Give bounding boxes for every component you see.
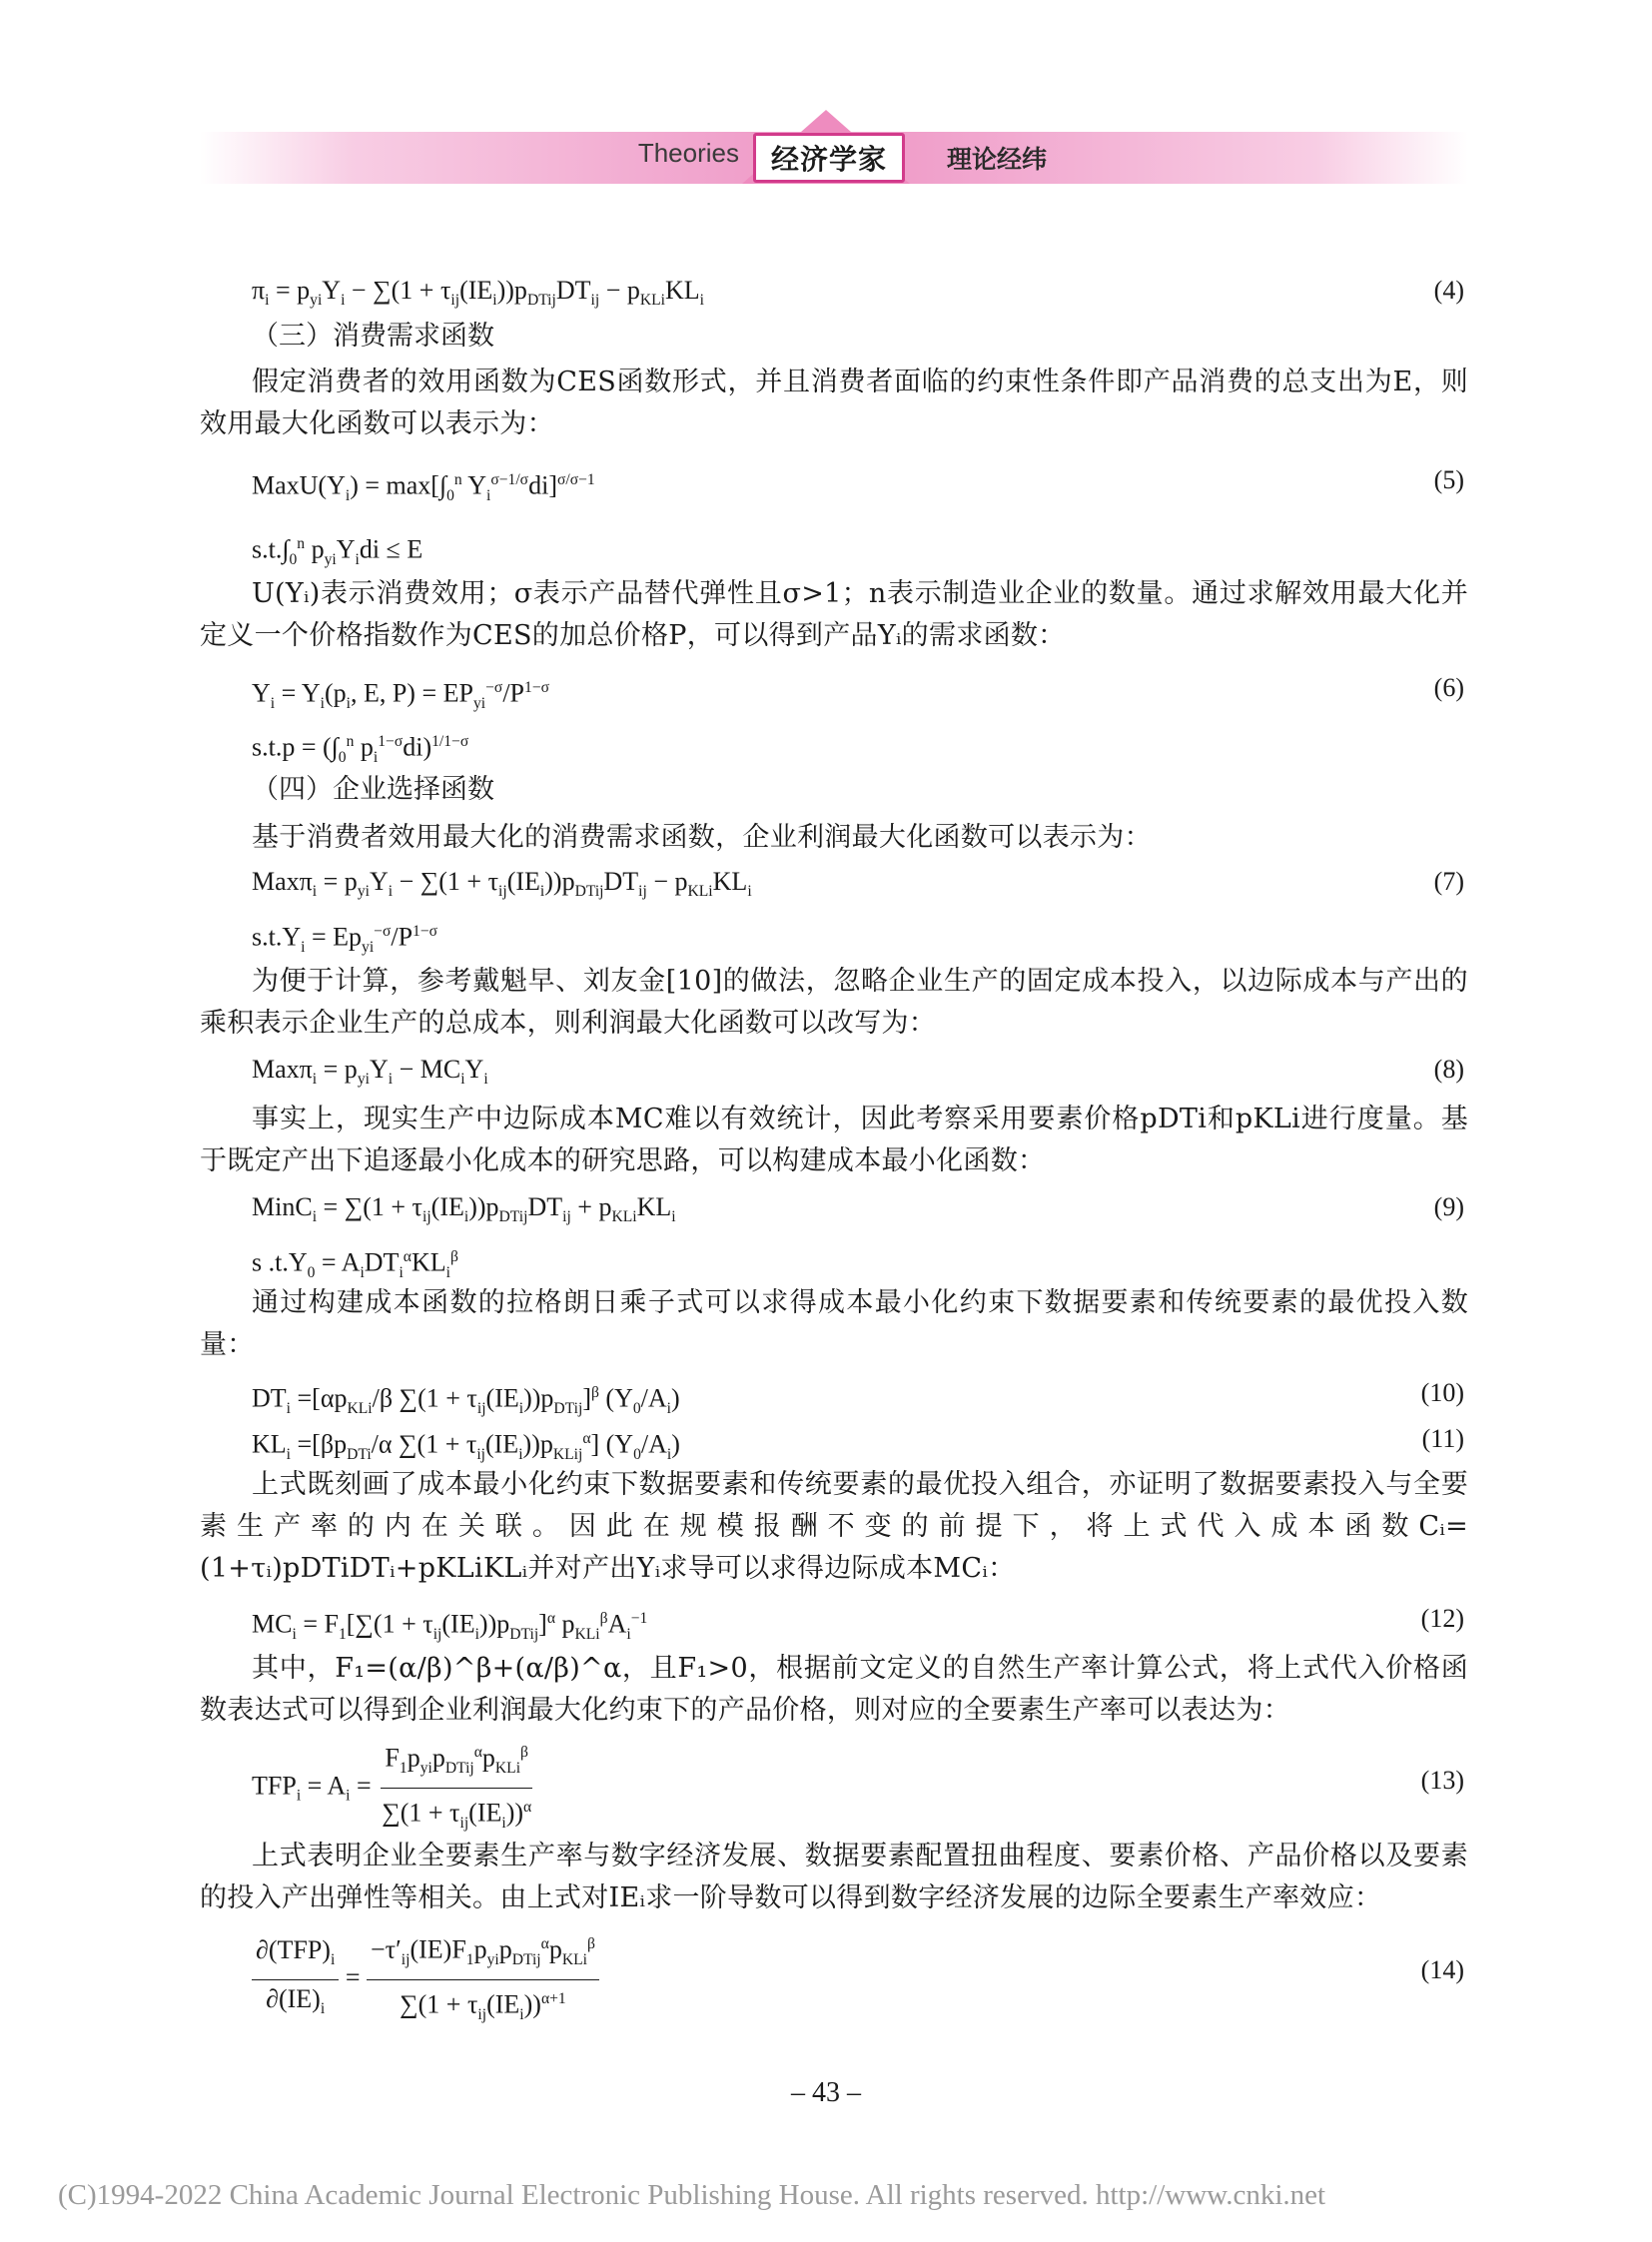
fraction: $\frac{F_1p_{yi}p_{DTij}^\alpha p_{KLi}^\beta}{\sum(1 + \tau_{ij}(IE_i))^\alpha}$ [378, 1736, 535, 1841]
equation-number: (4) [1433, 276, 1464, 305]
header-left-label: Theories [637, 138, 739, 168]
equation-8: $Max\pi_i = p_{yi}Y_i - MC_iY_i$ [252, 1055, 488, 1089]
equation-12: $MC_i = F_1[\sum(1 + \tau_{ij}(IE_i))p_{DTij}]^\alpha$ $p_{KLi}^\beta A_i^{-1}$ [252, 1609, 648, 1643]
equation-number: (11) [1421, 1424, 1464, 1453]
equation-number: (13) [1420, 1766, 1464, 1795]
copyright-footer: (C)1994-2022 China Academic Journal Electronic Publishing House. All rights reserved. http://www.cnki.net [58, 2179, 1326, 2211]
journal-badge [753, 133, 905, 183]
equation-6: $Y_i = Y_i(p_i$, E, $P) = EP_{yi}^{-\sigma}/P^{1-\sigma}$ [252, 678, 550, 712]
equation-10: $DT_i =[\alpha p_{KLi}/\beta$ $\sum(1 + \tau_{ij}(IE_i))p_{DTij}]^\beta$ $(Y_0/A_i)$ [252, 1383, 680, 1417]
equation-11: $KL_i =[\beta p_{DTi}/\alpha$ $\sum(1 + \tau_{ij}(IE_i))p_{KLij}^\alpha$] $(Y_0/A_i)$ [252, 1429, 680, 1463]
equation-number: (14) [1420, 1955, 1464, 1984]
equation-7-constraint: $s.t.Y_i = Ep_{yi}^{-\sigma}/P^{1-\sigma}$ [252, 922, 438, 956]
paragraph: U(Yᵢ)表示消费效用；σ表示产品替代弹性且σ>1；n表示制造业企业的数量。通过求解效用最大化并定义一个价格指数作为CES的加总价格P，可以得到产品Yᵢ的需求函数： [200, 578, 1468, 651]
equation-number: (7) [1433, 867, 1464, 896]
equation-5: $MaxU(Y_i) = \max[\int_0^n$ $Y_i^{\sigma-1/\sigma}di]^{\sigma/\sigma-1}$ [252, 470, 595, 504]
page-number: – 43 – [791, 2077, 861, 2108]
fraction: $\frac{\partial(TFP)_i}{\partial(IE)_i}$ [252, 1933, 339, 2026]
paragraph: 假定消费者的效用函数为CES函数形式，并且消费者面临的约束性条件即产品消费的总支出为E，则效用最大化函数可以表示为： [200, 367, 1468, 439]
equation-4: $\pi_i = p_{yi}Y_i - \sum(1 + \tau_{ij}(IE_i))p_{DTij}DT_{ij} - p_{KLi}KL_i$ [252, 276, 704, 310]
section-heading: （四）企业选择函数 [252, 774, 494, 805]
equation-6-constraint: $s.t.p = (\int_0^n$ $p_i^{1-\sigma}di)^{1/1-\sigma}$ [252, 732, 469, 766]
equation-9-constraint: s $.t.Y_0 = A_iDT_i^\alpha KL_i^\beta$ [252, 1247, 458, 1281]
equation-5-constraint: $s.t.\int_0^n$ $p_{yi}Y_idi \le E$ [252, 534, 423, 568]
equation-13: $TFP_i = A_i$ = $\frac{F_1p_{yi}p_{DTij}^\alpha p_{KLi}^\beta}{\sum(1 + \tau_{ij}(IE_i))^\alpha}$ [252, 1736, 535, 1841]
equation-number: (12) [1420, 1604, 1464, 1633]
equation-number: (8) [1433, 1055, 1464, 1084]
section-heading: （三）消费需求函数 [252, 321, 494, 352]
equation-7: $Max\pi_i = p_{yi}Y_i - \sum(1 + \tau_{ij}(IE_i))p_{DTij}DT_{ij} - p_{KLi}KL_i$ [252, 867, 752, 901]
paragraph: 为便于计算，参考戴魁早、刘友金[10]的做法，忽略企业生产的固定成本投入，以边际成本与产出的乘积表示企业生产的总成本，则利润最大化函数可以改写为： [200, 966, 1468, 1039]
journal-name: 经济学家 [770, 143, 887, 176]
equation-number: (9) [1433, 1192, 1464, 1221]
equation-number: (6) [1433, 673, 1464, 702]
equation-number: (5) [1433, 465, 1464, 494]
fraction: $\frac{-\tau'_{ij}(IE)F_1p_{yi}p_{DTij}^\alpha p_{KLi}^\beta}{\sum(1 + \tau_{ij}(IE_i))^{\alpha+1}}$ [367, 1927, 599, 2032]
paragraph: 其中，F₁=(α/β)^β+(α/β)^α，且F₁>0，根据前文定义的自然生产率计算公式，将上式代入价格函数表达式可以得到企业利润最大化约束下的产品价格，则对应的全要素生产率可以表达为： [200, 1653, 1468, 1726]
paragraph: 事实上，现实生产中边际成本MC难以有效统计，因此考察采用要素价格pDTi和pKLi进行度量。基于既定产出下追逐最小化成本的研究思路，可以构建成本最小化函数： [200, 1104, 1468, 1176]
equation-9: MinC$_i$ = $\sum(1 + \tau_{ij}(IE_i))p_{DTij}DT_{ij} + p_{KLi}KL_i$ [252, 1192, 676, 1226]
equation-number: (10) [1420, 1378, 1464, 1407]
paragraph: 通过构建成本函数的拉格朗日乘子式可以求得成本最小化约束下数据要素和传统要素的最优投入数量： [200, 1287, 1468, 1360]
paragraph: 上式既刻画了成本最小化约束下数据要素和传统要素的最优投入组合，亦证明了数据要素投入与全要素生产率的内在关联。因此在规模报酬不变的前提下，将上式代入成本函数Cᵢ=(1+τᵢ)pDTiDTᵢ+pKLiKLᵢ并对产出Yᵢ求导可以求得边际成本MCᵢ： [200, 1469, 1468, 1584]
equation-14: $\frac{\partial(TFP)_i}{\partial(IE)_i}$ = $\frac{-\tau'_{ij}(IE)F_1p_{yi}p_{DTij}^\alpha p_{KLi}^\beta}{\sum(1 + \tau_{ij}(IE_i))^{\alpha+1}}$ [252, 1927, 599, 2032]
header-right-label: 理论经纬 [947, 145, 1048, 174]
paragraph: 基于消费者效用最大化的消费需求函数，企业利润最大化函数可以表示为： [252, 822, 1152, 853]
paragraph: 上式表明企业全要素生产率与数字经济发展、数据要素配置扭曲程度、要素价格、产品价格以及要素的投入产出弹性等相关。由上式对IEᵢ求一阶导数可以得到数字经济发展的边际全要素生产率效应： [200, 1841, 1468, 1913]
